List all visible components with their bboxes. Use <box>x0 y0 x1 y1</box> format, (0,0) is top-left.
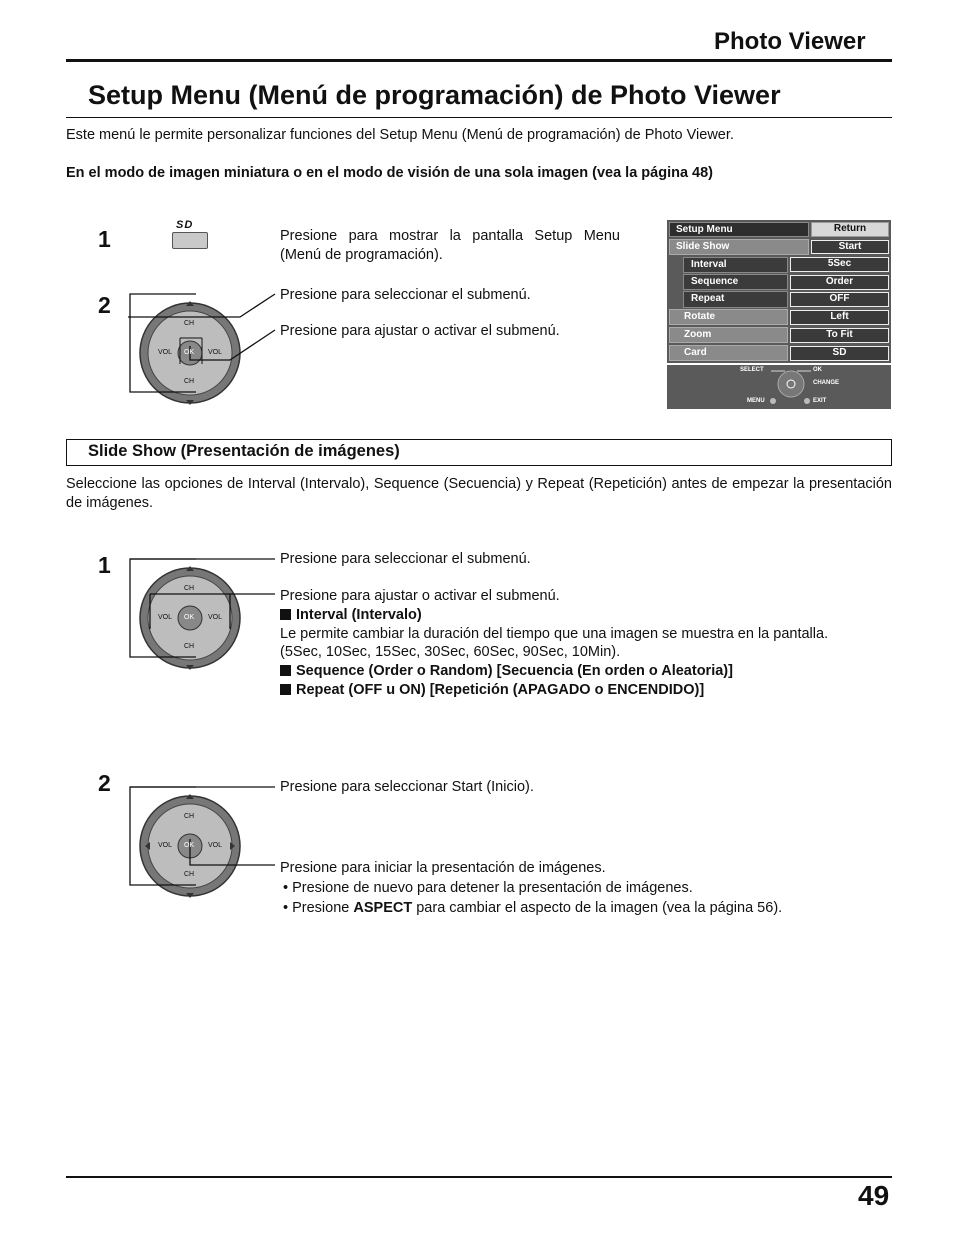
page-title: Setup Menu (Menú de programación) de Photo Viewer <box>88 80 781 110</box>
hint-select: SELECT <box>740 367 764 373</box>
menu-button-icon <box>770 398 776 404</box>
exit-button-icon <box>804 398 810 404</box>
menu-value-start[interactable]: Start <box>811 240 889 254</box>
ok-label: OK <box>184 614 195 621</box>
section-header: Photo Viewer <box>714 28 866 55</box>
interval-heading <box>280 606 422 625</box>
title-rule <box>66 117 892 118</box>
step-text: Presione para seleccionar el submenú. <box>280 287 531 303</box>
vol-label: VOL <box>158 842 173 849</box>
mode-note: En el modo de imagen miniatura o en el modo de visión de una sola imagen (vea la página 48) <box>66 165 714 181</box>
bullet-text: • Presione de nuevo para detener la presentación de imágenes. <box>283 880 693 896</box>
vol-label: VOL <box>208 614 223 621</box>
step-number: 2 <box>98 770 111 796</box>
header-rule <box>66 59 892 62</box>
page-number: 49 <box>858 1180 890 1211</box>
step-text: Presione para seleccionar el submenú. <box>280 551 531 567</box>
repeat-heading <box>280 681 704 700</box>
section-heading: Slide Show (Presentación de imágenes) <box>88 442 400 460</box>
ch-label: CH <box>184 585 195 592</box>
vol-label: VOL <box>208 842 223 849</box>
hint-menu: MENU <box>747 398 765 404</box>
menu-item-zoom[interactable]: Zoom <box>669 327 788 343</box>
sequence-heading <box>280 662 733 681</box>
step-text: Presione para iniciar la presentación de imágenes. <box>280 860 606 876</box>
bullet-square-icon <box>280 684 291 695</box>
menu-value-interval[interactable]: 5Sec <box>790 257 889 272</box>
bullet-text-post: para cambiar el aspecto de la imagen (vea la página 56). <box>412 900 783 916</box>
intro-text: Este menú le permite personalizar funciones del Setup Menu (Menú de programación) de Photo Viewer. <box>66 127 734 143</box>
ch-label: CH <box>184 643 195 650</box>
vol-label: VOL <box>158 349 173 356</box>
menu-return-button[interactable]: Return <box>811 222 889 237</box>
remote-diagram <box>120 549 280 675</box>
bullet-text-pre: • Presione <box>283 900 354 916</box>
hint-change: CHANGE <box>813 380 840 386</box>
ch-label: CH <box>184 871 195 878</box>
footer-rule <box>66 1176 892 1178</box>
step-text: Presione para ajustar o activar el submenú. <box>280 323 560 339</box>
menu-title: Setup Menu <box>669 222 809 237</box>
menu-value-zoom[interactable]: To Fit <box>790 328 889 343</box>
ch-label: CH <box>184 378 195 385</box>
menu-value-rotate[interactable]: Left <box>790 310 889 325</box>
interval-title: Interval (Intervalo) <box>296 607 422 623</box>
ok-label: OK <box>184 842 195 849</box>
step-text: Presione para ajustar o activar el submenú. <box>280 588 560 604</box>
menu-value-sequence[interactable]: Order <box>790 275 889 290</box>
bullet-square-icon <box>280 609 291 620</box>
menu-item-card[interactable]: Card <box>669 345 788 361</box>
hint-ok: OK <box>813 367 822 373</box>
sd-logo-icon: SD <box>176 219 194 231</box>
repeat-title: Repeat (OFF u ON) [Repetición (APAGADO o ENCENDIDO)] <box>296 682 705 698</box>
remote-diagram <box>120 284 280 410</box>
aspect-keyword: ASPECT <box>353 900 413 916</box>
menu-item-repeat[interactable]: Repeat <box>683 291 788 308</box>
sequence-title: Sequence (Order o Random) [Secuencia (En orden o Aleatoria)] <box>296 663 733 679</box>
interval-values: (5Sec, 10Sec, 15Sec, 30Sec, 60Sec, 90Sec, 10Min). <box>280 644 621 660</box>
navigation-pad-icon <box>771 368 811 402</box>
ch-label: CH <box>184 813 195 820</box>
step-text: Presione para mostrar la pantalla Setup Menu (Menú de programación). <box>280 228 620 263</box>
sd-button[interactable] <box>172 232 208 249</box>
step-number: 1 <box>98 552 111 578</box>
ok-label: OK <box>184 349 195 356</box>
step-text: Presione para seleccionar Start (Inicio). <box>280 779 534 795</box>
bullet-square-icon <box>280 665 291 676</box>
menu-item-rotate[interactable]: Rotate <box>669 309 788 325</box>
menu-divider <box>667 363 891 365</box>
ch-label: CH <box>184 320 195 327</box>
menu-item-slide-show[interactable]: Slide Show <box>669 239 809 255</box>
interval-description: Le permite cambiar la duración del tiempo que una imagen se muestra en la pantalla. <box>280 626 829 642</box>
step-number: 1 <box>98 226 111 252</box>
remote-diagram <box>120 777 280 903</box>
setup-menu-screen <box>667 220 891 409</box>
menu-item-sequence[interactable]: Sequence <box>683 274 788 290</box>
vol-label: VOL <box>158 614 173 621</box>
menu-value-card[interactable]: SD <box>790 346 889 361</box>
hint-exit: EXIT <box>813 398 827 404</box>
bullet-text <box>283 899 782 918</box>
step-number: 2 <box>98 292 111 318</box>
menu-value-repeat[interactable]: OFF <box>790 292 889 307</box>
vol-label: VOL <box>208 349 223 356</box>
slideshow-description: Seleccione las opciones de Interval (Intervalo), Sequence (Secuencia) y Repeat (Repetición) antes de empezar la presentación de imágenes. <box>66 476 892 511</box>
menu-item-interval[interactable]: Interval <box>683 257 788 273</box>
